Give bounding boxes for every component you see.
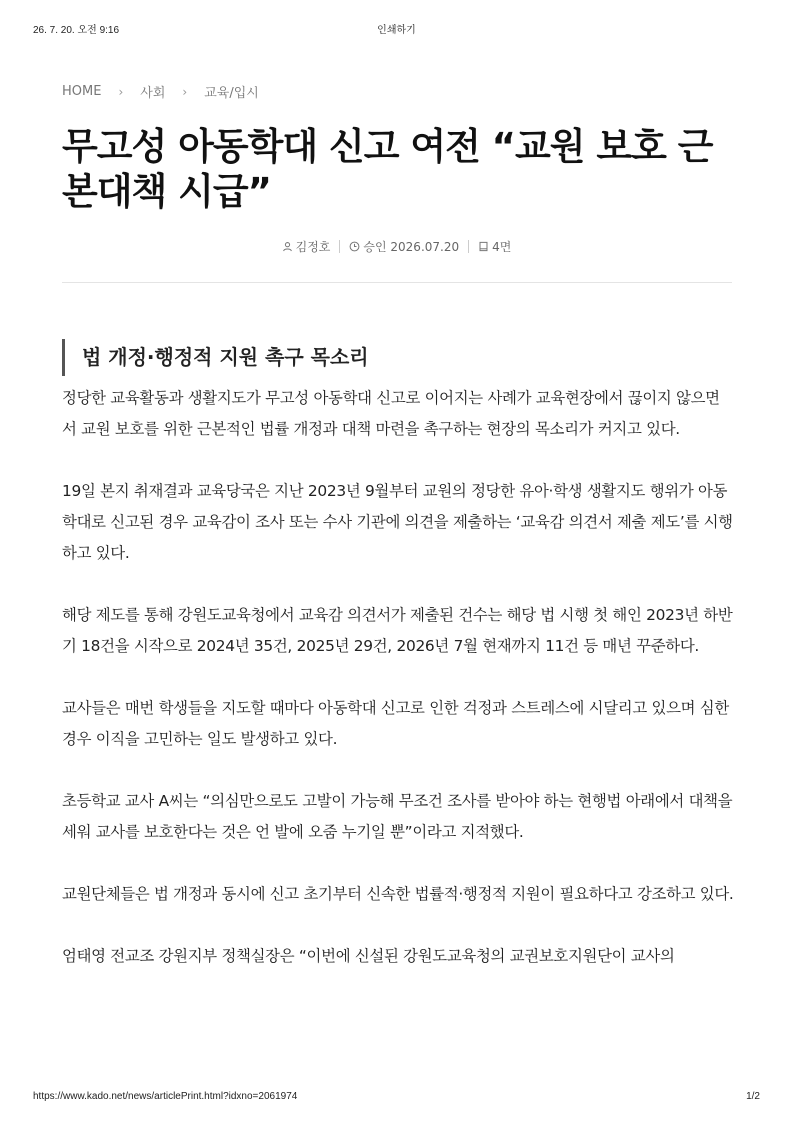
article-paragraph: 교사들은 매번 학생들을 지도할 때마다 아동학대 신고로 인한 걱정과 스트레스에 시달리고 있으며 심한 경우 이직을 고민하는 일도 발생하고 있다. [62,699,729,748]
print-footer [0,1091,793,1105]
approval-info [349,238,459,255]
breadcrumb-education-link[interactable]: 교육/입시 [204,86,259,101]
meta-divider [339,240,340,253]
article-paragraph: 엄태영 전교조 강원지부 정책실장은 “이번에 신설된 강원도교육청의 교권보호지원단이 교사의 [62,947,675,965]
article-paragraph: 해당 제도를 통해 강원도교육청에서 교육감 의견서가 제출된 건수는 해당 법 시행 첫 해인 2023년 하반기 18건을 시작으로 2024년 35건, 2025년 29건, 2026년 7월 현재까지 11건 등 매년 꾸준하다. [62,606,733,655]
author-name[interactable]: 김정호 [295,240,331,254]
article-paragraph: 정당한 교육활동과 생활지도가 무고성 아동학대 신고로 이어지는 사례가 교육현장에서 끊이지 않으면서 교원 보호를 위한 근본적인 법률 개정과 대책 마련을 촉구하는 현장의 목소리가 커지고 있다. [62,389,720,438]
print-datetime: 26. 7. 20. 오전 9:16 [33,25,120,36]
breadcrumb-society-link[interactable]: 사회 [140,86,166,101]
article-paragraph: 19일 본지 취재결과 교육당국은 지난 2023년 9월부터 교원의 정당한 유아·학생 생활지도 행위가 아동학대로 신고된 경우 교육감이 조사 또는 수사 기관에 의견을 제출하는 ‘교육감 의견서 제출 제도’를 시행하고 있다. [62,482,733,562]
header-divider [62,282,732,283]
article-body [62,383,734,1003]
print-page-number: 4면 [492,240,512,254]
article-meta [0,238,793,255]
print-page-indicator: 1/2 [746,1091,760,1102]
article-subtitle: 법 개정·행정적 지원 촉구 목소리 [62,339,732,376]
chevron-right-icon: › [118,84,124,99]
article-paragraph: 초등학교 교사 A씨는 “의심만으로도 고발이 가능해 무조건 조사를 받아야 하는 현행법 아래에서 대책을 세워 교사를 보호한다는 것은 언 발에 오줌 누기일 뿐”이라고 지적했다. [62,792,733,841]
page-info [478,238,511,255]
meta-divider [468,240,469,253]
author-info [282,238,331,255]
person-icon [282,241,293,252]
breadcrumb [62,82,259,101]
article-paragraph: 교원단체들은 법 개정과 동시에 신고 초기부터 신속한 법률적·행정적 지원이 필요하다고 강조하고 있다. [62,885,734,903]
clock-icon [349,241,360,252]
chevron-right-icon: › [182,84,188,99]
print-page-title: 인쇄하기 [377,25,416,36]
approval-date: 승인 2026.07.20 [363,240,460,254]
print-header [0,21,793,35]
article-title: 무고성 아동학대 신고 여전 “교원 보호 근본대책 시급” [62,125,713,213]
breadcrumb-home-link[interactable]: HOME [62,84,102,99]
newspaper-icon [478,241,489,252]
print-url: https://www.kado.net/news/articlePrint.html?idxno=2061974 [33,1091,298,1102]
